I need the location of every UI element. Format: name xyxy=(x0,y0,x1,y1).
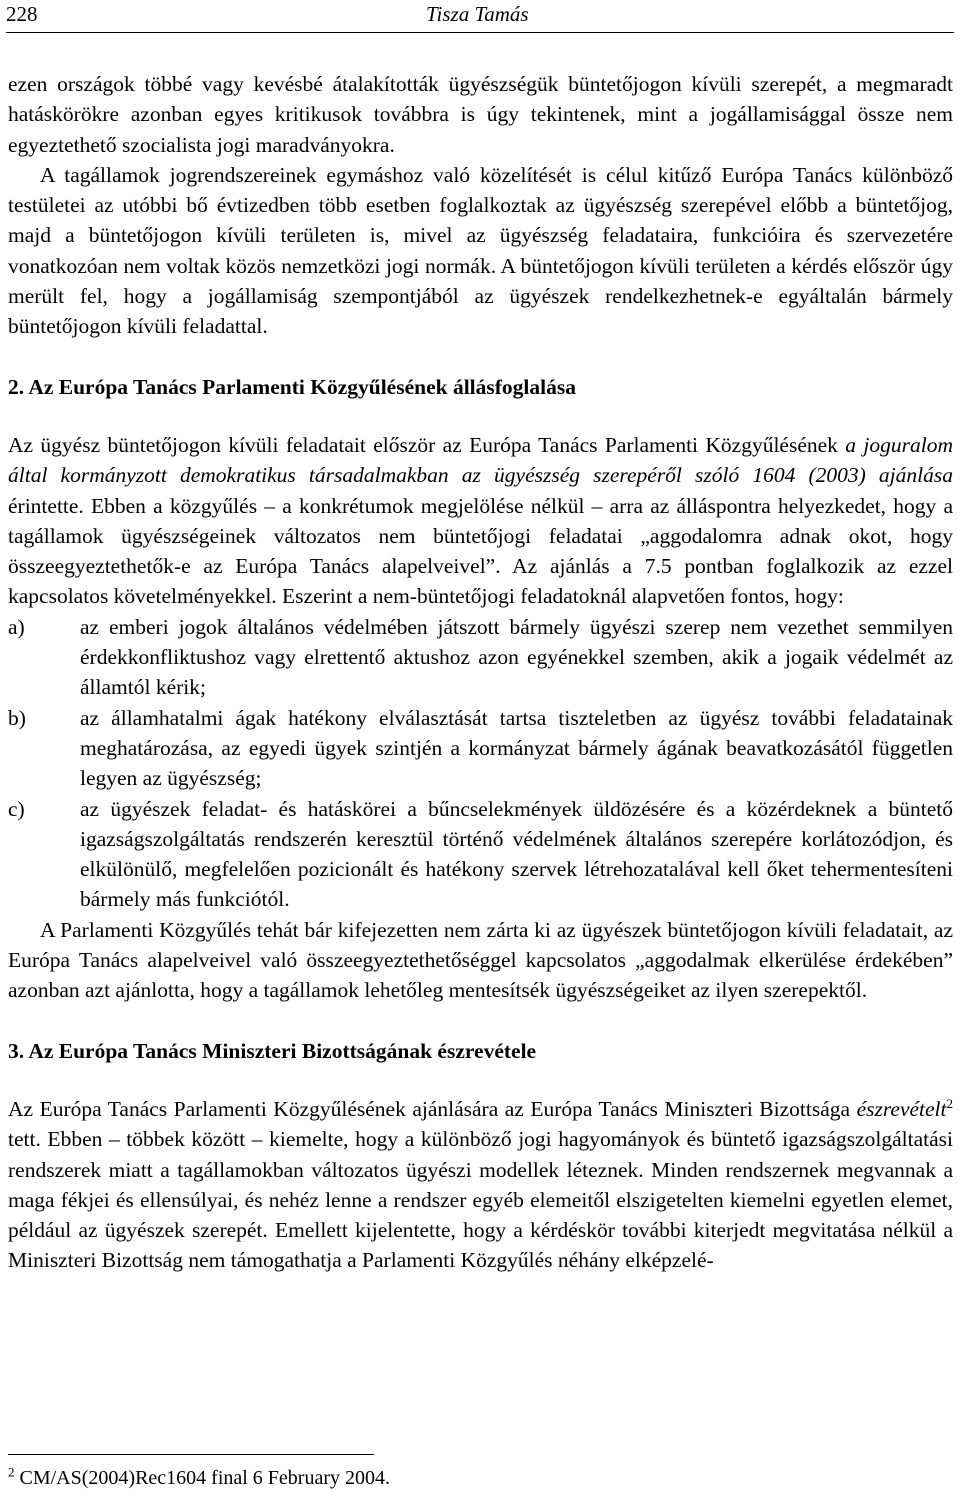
paragraph: ezen országok többé vagy kevésbé átalakították ügyészségük büntetőjogon kívüli szerepét, a megmaradt hatáskörökre azonban egyes kritikusok továbbra is úgy tekintenek, mint a jogállamisággal össze nem egyeztethető szocialista jogi maradványokra. xyxy=(8,72,953,157)
footnote-number: 2 xyxy=(8,1464,15,1480)
section-2-heading: 2. Az Európa Tanács Parlamenti Közgyűlésének állásfoglalása xyxy=(8,374,576,399)
footnote xyxy=(8,1465,390,1491)
section-3-paragraph: Az Európa Tanács Parlamenti Közgyűlésének ajánlására az Európa Tanács Miniszteri Bizottsága észrevételt$^2$ tett. Ebben – többek között – kiemelte, hogy a különböző jogi hagyományok és büntető igazságszolgáltatási rendszerek miatt a tagállamokban változatos ügyészi modellek léteznek. Minden rendszernek megvannak a maga fékjei és ellensúlyai, és nehéz lenne a rendszer egyéb elemeitől elszigetelten kiemelni egyetlen elemet, például az ügyészek szerepét. Emellett kijelentette, hogy a kérdéskör további kiterjedt megvitatása nélkül a Miniszteri Bizottság nem támogathatja a Parlamenti Közgyűlés néhány elképzelé- xyxy=(8,1095,953,1273)
list-marker: a) xyxy=(8,614,25,639)
list-item: b) az államhatalmi ágak hatékony elválasztását tartsa tiszteletben az ügyész további feladatainak meghatározása, az egyedi ügyek szintjén a kormányzat bármely ágának beavatkozásától független legyen az ügyészség; xyxy=(8,703,953,794)
list-marker: b) xyxy=(8,705,26,730)
body-text xyxy=(8,69,953,1276)
list-item: a) az emberi jogok általános védelmében játszott bármely ügyészi szerep nem vezethet semmilyen érdekkonfliktushoz vagy elrettentő aktushoz azon egyénekkel szemben, akik a jogaik védelmét az államtól kérik; xyxy=(8,612,953,703)
recommendation-title: a joguralom által kormányzott demokratikus társadalmakban az ügyészség szerepéről szóló 1604 (2003) ajánlása xyxy=(8,432,953,488)
paragraph: A tagállamok jogrendszereinek egymáshoz való közelítését is célul kitűző Európa Tanács különböző testületei az utóbbi bő évtizedben több esetben foglalkoztak az ügyészség szerepével előbb a büntetőjog, majd a büntetőjogon kívüli területen is, mivel az ügyészség feladataira, funkcióira és szervezetére vonatkozóan nem voltak közös nemzetközi jogi normák. A büntetőjogon kívüli területen a kérdés először úgy merült fel, hogy a jogállamiság szempontjából az ügyészek rendelkezhetnek-e egyáltalán bármely büntetőjogon kívüli feladattal. xyxy=(8,162,953,339)
page-header xyxy=(6,0,954,33)
running-title: Tisza Tamás xyxy=(426,2,529,26)
footnote-text: CM/AS(2004)Rec1604 final 6 February 2004. xyxy=(14,1467,391,1489)
list-item: c) az ügyészek feladat- és hatáskörei a bűncselekmények üldözésére és a közérdeknek a büntető igazságszolgáltatás rendszerén keresztül történő védelmének általános szerepére korlátozódjon, és elkülönülő, megfelelően pozicionált és hatékony szervek létrehozatalával kell őket tehermentesíteni bármely más funkciótól. xyxy=(8,794,953,915)
paragraph: A Parlamenti Közgyűlés tehát bár kifejezetten nem zárta ki az ügyészek büntetőjogon kívüli feladatait, az Európa Tanács alapelveivel való összeegyeztethetőséggel kapcsolatos „aggodalmak elkerülése érdekében” azonban azt ajánlotta, hogy a tagállamok lehetőleg mentesítsék ügyészségeiket az ilyen szerepektől. xyxy=(8,917,953,1003)
page-number: 228 xyxy=(6,2,38,26)
requirements-list xyxy=(8,612,953,915)
footnote-divider xyxy=(8,1454,374,1455)
footnote-ref[interactable]: 2 xyxy=(946,1095,953,1111)
section-3-heading: 3. Az Európa Tanács Miniszteri Bizottságának észrevétele xyxy=(8,1038,537,1063)
list-marker: c) xyxy=(8,796,25,821)
section-2-paragraph: Az ügyész büntetőjogon kívüli feladatait először az Európa Tanács Parlamenti Közgyűlésének a joguralom által kormányzott demokratikus társadalmakban az ügyészség szerepéről szóló 1604 (2003) ajánlása érintette. Ebben a közgyűlés – a konkrétumok megjelölése nélkül – arra az álláspontra helyezkedet, hogy a tagállamok ügyészségeinek változatos nem büntetőjogi feladatai „aggodalomra adnak okot, hogy összeegyeztethetők-e az Európa Tanács alapelveivel”. Az ajánlás a 7.5 pontban foglalkozik az ezzel kapcsolatos követelményekkel. Eszerint a nem-büntetőjogi feladatoknál alapvetően fontos, hogy: xyxy=(8,432,953,609)
